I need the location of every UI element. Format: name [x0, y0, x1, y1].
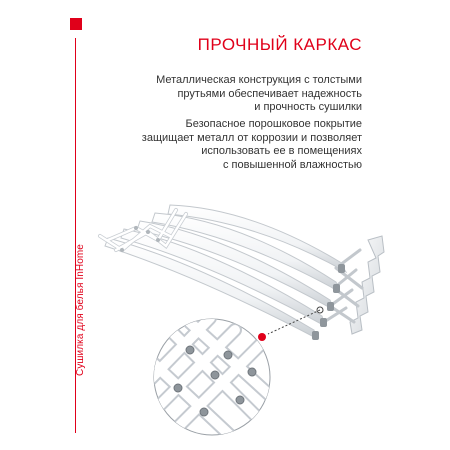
page-title: ПРОЧНЫЙ КАРКАС [197, 35, 362, 54]
side-caption: Сушилка для белья InHome [75, 244, 86, 376]
paragraph-line: Безопасное порошковое покрытие [185, 118, 362, 130]
joint-closeup-image [140, 318, 275, 440]
paragraph-line: прутьями обеспечивает надежность [177, 87, 362, 100]
paragraph-line: Металлическая конструкция с толстыми [156, 74, 362, 86]
paragraph-line: и прочность сушилки [254, 101, 362, 114]
drying-rack-image [100, 205, 384, 340]
wall-bracket [350, 236, 384, 334]
paragraph-line: защищает металл от коррозии и позволяет [141, 131, 362, 144]
paragraph-line: с повышенной влажностью [223, 158, 362, 171]
paragraph-line: использовать ее в помещениях [201, 145, 362, 158]
